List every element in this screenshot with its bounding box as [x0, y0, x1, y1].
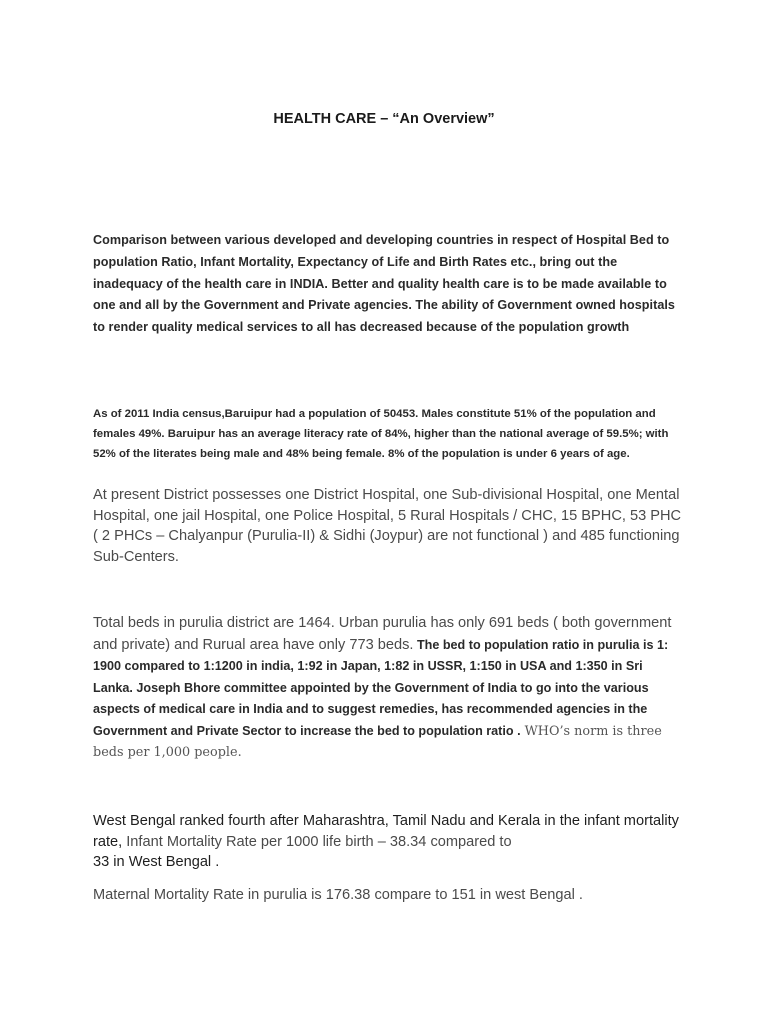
beds-ratio-text: The bed to population ratio in purulia is 1: 1900 compared to 1:1200 in india, 1:92 in Japan, 1:82 in USSR, 1:150 in USA and 1:350 in Sri Lanka. Joseph Bhore committee appointed by the Government of India to go into the various aspects of medical care in India and to suggest remedies, has recommended agencies in the Government and Private Sector to increase the bed to population ratio . — [93, 637, 669, 738]
document-title: HEALTH CARE – “An Overview” — [273, 111, 495, 127]
infant-ranking-text: West Bengal ranked fourth after Maharashtra, Tamil Nadu and Kerala in the infant mortality rate, — [93, 813, 679, 850]
infant-westbengal-text: 33 in West Bengal . — [93, 854, 220, 870]
who-norm-text: WHO’s norm is three beds per 1,000 people. — [93, 723, 662, 760]
paragraph-infant-mortality — [93, 811, 683, 873]
paragraph-bed-ratio — [93, 613, 683, 764]
paragraph-district-hospitals: At present District possesses one District Hospital, one Sub-divisional Hospital, one Mental Hospital, one jail Hospital, one Police Hospital, 5 Rural Hospitals / CHC, 15 BPHC, 53 PHC ( 2 PHCs – Chalyanpur (Purulia-II) & Sidhi (Joypur) are not functional ) and 485 functioning Sub-Centers. — [93, 487, 682, 565]
paragraph-comparison: Comparison between various developed and developing countries in respect of Hospital Bed to population Ratio, Infant Mortality, Expectancy of Life and Birth Rates etc., bring out the inadequacy of the health care in INDIA. Better and quality health care is to be made available to one and all by the Government and Private agencies. The ability of Government owned hospitals to render quality medical services to all has decreased because of the population growth — [93, 233, 675, 335]
paragraph-maternal-mortality: Maternal Mortality Rate in purulia is 176.38 compare to 151 in west Bengal . — [93, 887, 583, 903]
infant-rate-text: Infant Mortality Rate per 1000 life birth – 38.34 compared to — [122, 833, 512, 850]
beds-total-text: Total beds in purulia district are 1464. Urban purulia has only 691 beds ( both government and private) and Rurual area have only 773 beds. — [93, 615, 672, 653]
paragraph-census: As of 2011 India census,Baruipur had a population of 50453. Males constitute 51% of the population and females 49%. Baruipur has an average literacy rate of 84%, higher than the national average of 59.5%; with 52% of the literates being male and 48% being female. 8% of the population is under 6 years of age. — [93, 408, 669, 460]
